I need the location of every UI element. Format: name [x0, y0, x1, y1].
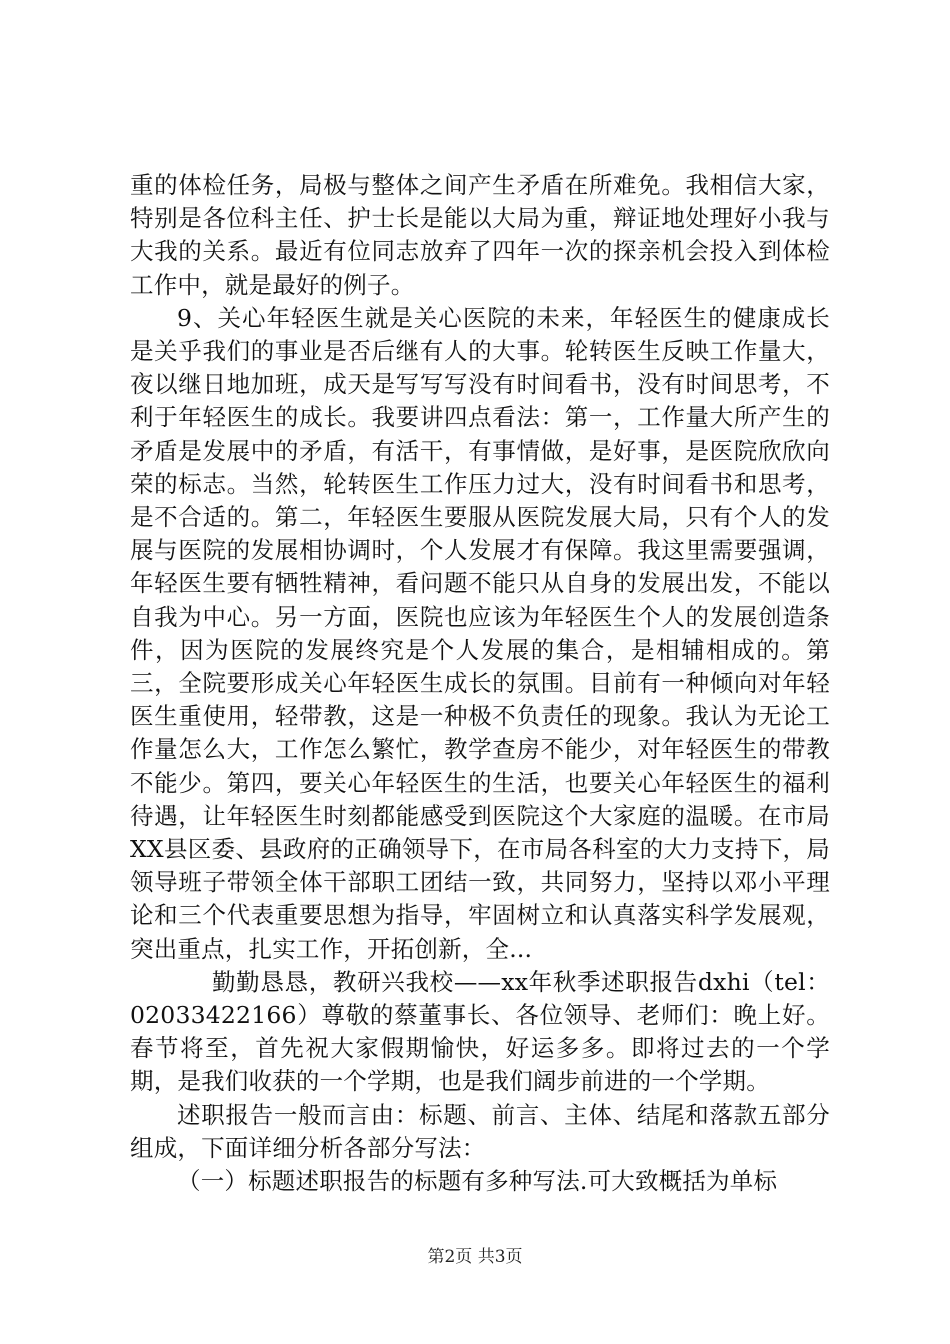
paragraph-continuation: 重的体检任务，局极与整体之间产生矛盾在所难免。我相信大家，特别是各位科主任、护士长是能以大局为重，辩证地处理好小我与大我的关系。最近有位同志放弃了四年一次的探亲机会投入到体检工作中，就是最好的例子。 [130, 171, 830, 299]
paragraph-report-structure: 述职报告一般而言由：标题、前言、主体、结尾和落款五部分组成，下面详细分析各部分写法： [130, 1100, 830, 1162]
page-footer: 第2页 共3页 [427, 1247, 523, 1267]
paragraph-young-doctors: 9、关心年轻医生就是关心医院的未来，年轻医生的健康成长是关乎我们的事业是否后继有人的大事。轮转医生反映工作量大，夜以继日地加班，成天是写写写没有时间看书，没有时间思考，不利于年轻医生的成长。我要讲四点看法：第一，工作量大所产生的矛盾是发展中的矛盾，有活干，有事情做，是好事，是医院欣欣向荣的标志。当然，轮转医生工作压力过大，没有时间看书和思考，是不合适的。第二，年轻医生要服从医院发展大局，只有个人的发展与医院的发展相协调时，个人发展才有保障。我这里需要强调，年轻医生要有牺牲精神，看问题不能只从自身的发展出发，不能以自我为中心。另一方面，医院也应该为年轻医生个人的发展创造条件，因为医院的发展终究是个人发展的集合，是相辅相成的。第三，全院要形成关心年轻医生成长的氛围。目前有一种倾向对年轻医生重使用，轻带教，这是一种极不负责任的现象。我认为无论工作量怎么大，工作怎么繁忙，教学查房不能少，对年轻医生的带教不能少。第四，要关心年轻医生的生活，也要关心年轻医生的福利待遇，让年轻医生时刻都能感受到医院这个大家庭的温暖。在市局XX县区委、县政府的正确领导下，在市局各科室的大力支持下，局领导班子带领全体干部职工团结一致，共同努力，坚持以邓小平理论和三个代表重要思想为指导，牢固树立和认真落实科学发展观，突出重点，扎实工作，开拓创新，全... [130, 303, 830, 963]
document-body [130, 169, 830, 1198]
paragraph-report-title: 勤勤恳恳，教研兴我校——xx年秋季述职报告dxhi（tel：02033422166）尊敬的蔡董事长、各位领导、老师们：晚上好。春节将至，首先祝大家假期愉快，好运多多。即将过去的一个学期，是我们收获的一个学期，也是我们阔步前进的一个学期。 [130, 967, 830, 1096]
paragraph-title-section: （一）标题述职报告的标题有多种写法.可大致概括为单标 [177, 1167, 778, 1196]
